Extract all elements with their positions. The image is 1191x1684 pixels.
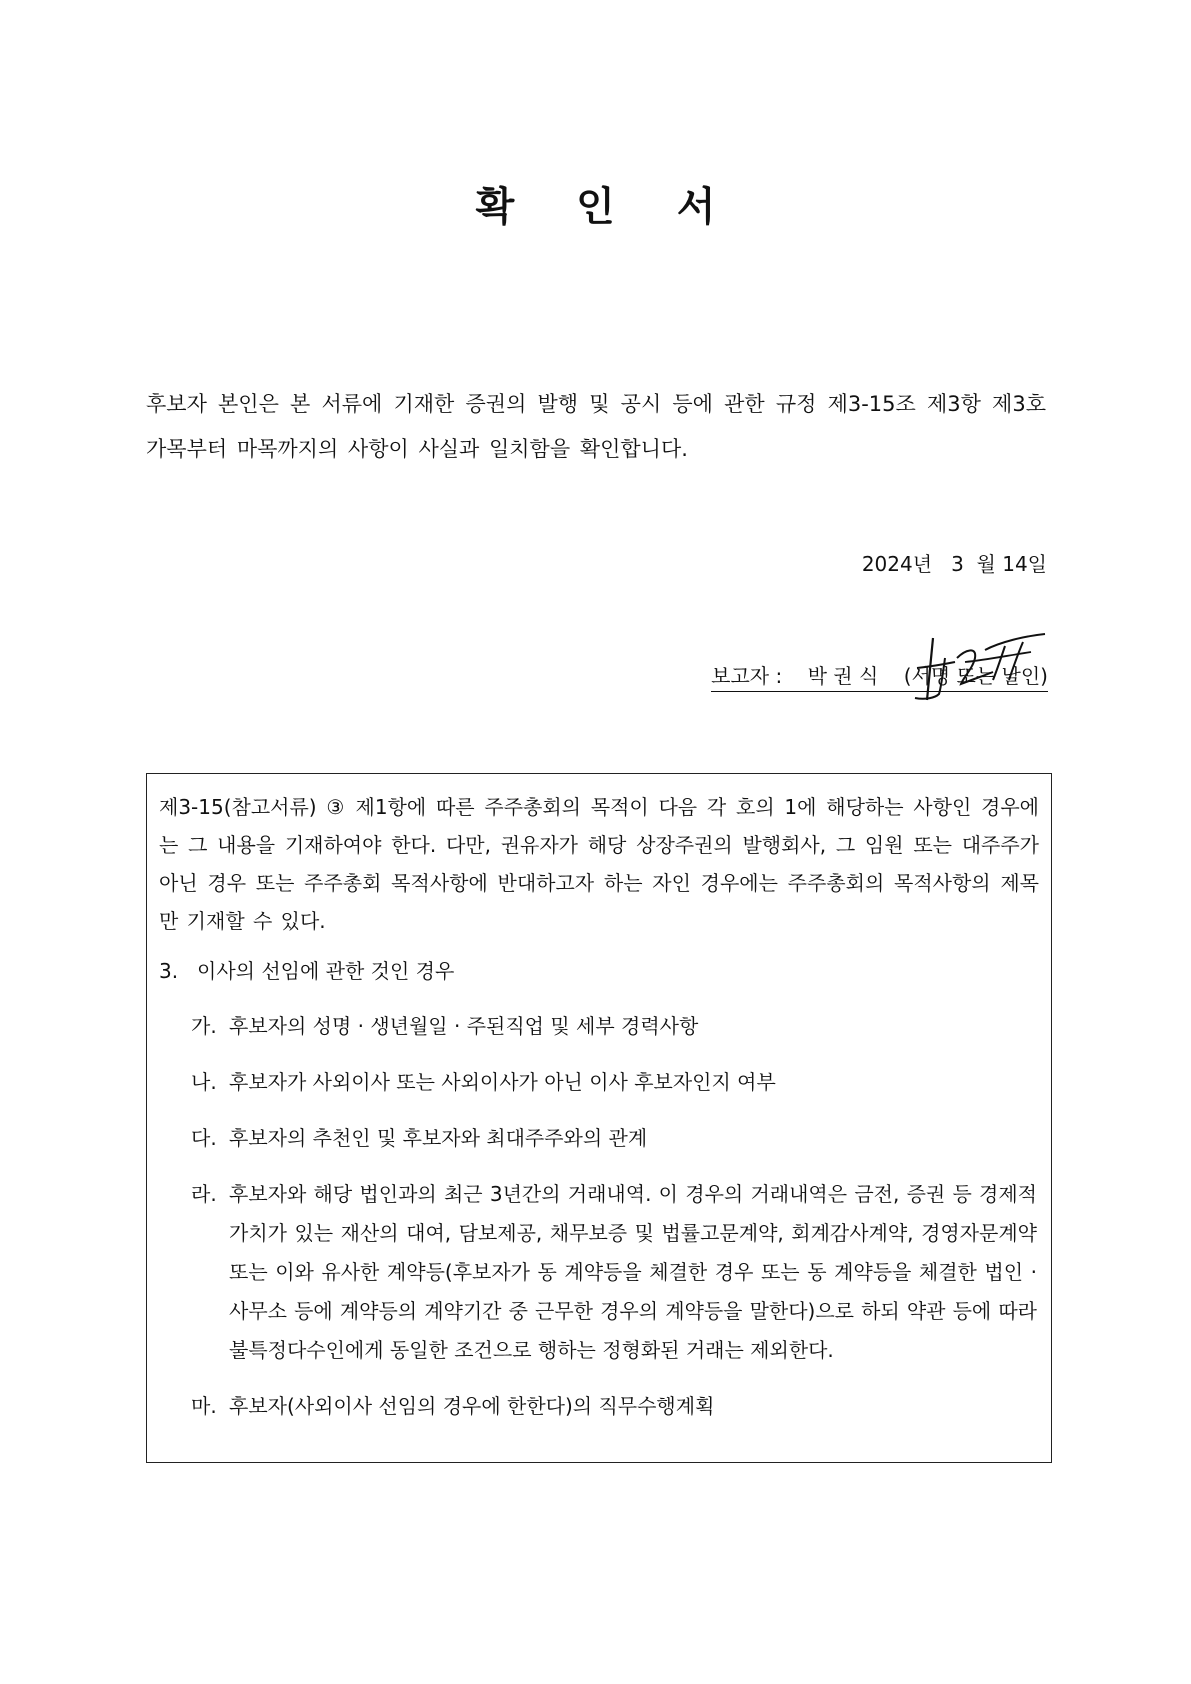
reporter-label: 보고자 :: [711, 664, 783, 688]
sub-item-list: [159, 1007, 1039, 1426]
reporter-name: 박 권 식: [807, 664, 879, 688]
sub-item: [159, 1175, 1039, 1370]
sub-item-marker: 가.: [191, 1014, 217, 1038]
sub-item: [159, 1063, 1039, 1102]
reporter-line: [711, 660, 1048, 692]
sub-item-text: 후보자의 성명 · 생년월일 · 주된직업 및 세부 경력사항: [229, 1014, 699, 1038]
sub-item-marker: 나.: [191, 1070, 217, 1094]
sub-item: [159, 1007, 1039, 1046]
sub-item: [159, 1119, 1039, 1158]
sign-note: (서명 또는 날인): [903, 664, 1048, 688]
sub-item-text: 후보자(사외이사 선임의 경우에 한한다)의 직무수행계획: [229, 1394, 715, 1418]
reference-intro: 제3-15(참고서류) ③ 제1항에 따른 주주총회의 목적이 다음 각 호의 1에 해당하는 사항인 경우에는 그 내용을 기재하여야 한다. 다만, 권유자가 해당 상장주권의 발행회사, 그 임원 또는 대주주가 아닌 경우 또는 주주총회 목적사항에 반대하고자 하는 자인 경우에는 주주총회의 목적사항의 제목만 기재할 수 있다.: [159, 795, 1039, 933]
sub-item-text: 후보자의 추천인 및 후보자와 최대주주와의 관계: [229, 1126, 648, 1150]
document-title: 확 인 서: [475, 184, 740, 230]
sub-item-marker: 라.: [191, 1182, 217, 1206]
reference-item-3: [159, 952, 1039, 990]
reference-box: [146, 773, 1052, 1463]
item-text: 이사의 선임에 관한 것인 경우: [197, 959, 455, 983]
sub-item-marker: 다.: [191, 1126, 217, 1150]
sub-item-marker: 마.: [191, 1394, 217, 1418]
sub-item-text: 후보자가 사외이사 또는 사외이사가 아닌 이사 후보자인지 여부: [229, 1070, 776, 1094]
sub-item: [159, 1387, 1039, 1426]
item-number: 3.: [159, 959, 179, 983]
sub-item-text: 후보자와 해당 법인과의 최근 3년간의 거래내역. 이 경우의 거래내역은 금전, 증권 등 경제적 가치가 있는 재산의 대여, 담보제공, 채무보증 및 법률고문계약, 회계감사계약, 경영자문계약 또는 이와 유사한 계약등(후보자가 동 계약등을 체결한 경우 또는 동 계약등을 체결한 법인 · 사무소 등에 계약등의 계약기간 중 근무한 경우의 계약등을 말한다)으로 하되 약관 등에 따라 불특정다수인에게 동일한 조건으로 행하는 정형화된 거래는 제외한다.: [229, 1182, 1037, 1362]
document-date: 2024년 3 월 14일: [861, 552, 1047, 576]
confirmation-statement: 후보자 본인은 본 서류에 기재한 증권의 발행 및 공시 등에 관한 규정 제3-15조 제3항 제3호 가목부터 마목까지의 사항이 사실과 일치함을 확인합니다.: [146, 392, 1046, 461]
